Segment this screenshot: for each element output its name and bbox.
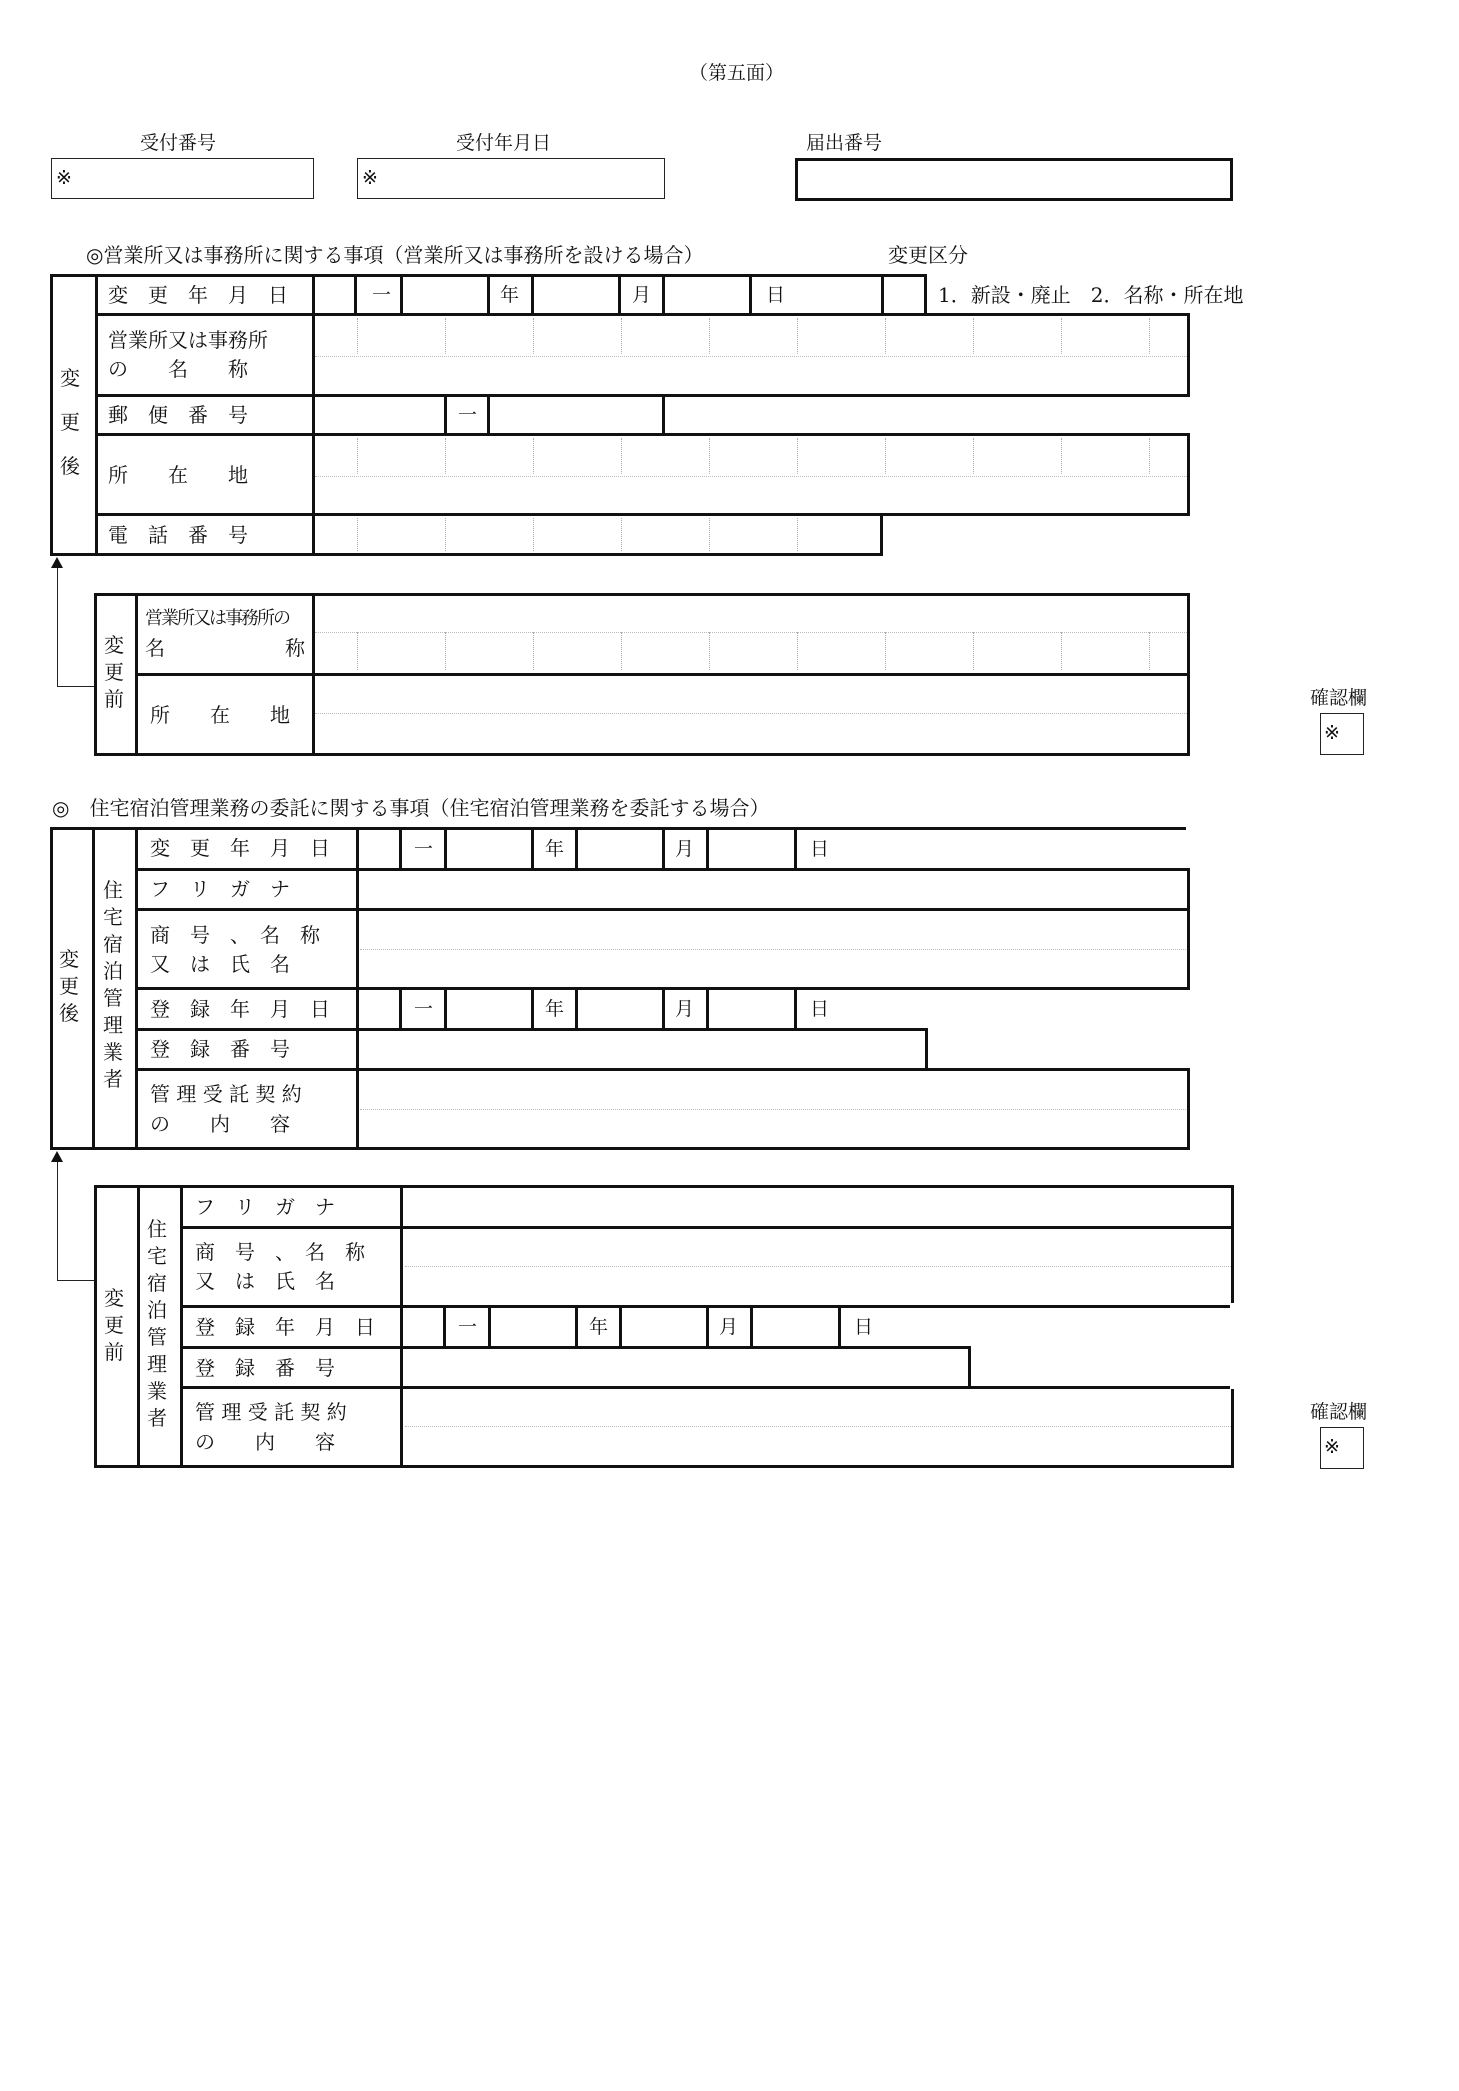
s2b-reg-number-label: 登 録 番 号 [195, 1356, 335, 1380]
receipt-date-mark: ※ [362, 167, 378, 189]
s2-reg-number-label: 登 録 番 号 [150, 1037, 290, 1061]
s2b-reg-date-label: 登 録 年 月 日 [195, 1315, 375, 1339]
s2-date-sep: 一 [414, 838, 434, 860]
s2b-furigana-input[interactable] [403, 1188, 1231, 1224]
s2b-furigana-label: フ リ ガ ナ [195, 1195, 335, 1219]
s1-confirm-label: 確認欄 [1310, 687, 1368, 709]
s2-reg-month[interactable] [575, 987, 665, 1031]
receipt-number-field[interactable] [51, 158, 314, 199]
s2b-reg-era[interactable] [400, 1305, 446, 1349]
change-type-label: 変更区分 [888, 243, 968, 267]
section2-before-label: 変更前 [104, 1286, 124, 1364]
s1-name-label-2: の 名 称 [108, 357, 248, 381]
s1b-address-label: 所 在 地 [150, 703, 290, 727]
s1-date-day[interactable] [662, 274, 752, 316]
s2-reg-year[interactable] [444, 987, 534, 1031]
receipt-date-label: 受付年月日 [456, 132, 552, 154]
s2-date-label: 変 更 年 月 日 [150, 836, 330, 860]
s2b-reg-year[interactable] [488, 1305, 578, 1349]
s2-contract-label-2: の 内 容 [150, 1112, 290, 1136]
s2b-reg-day-unit: 日 [854, 1316, 874, 1338]
s2b-reg-number-input[interactable] [400, 1346, 971, 1389]
s1-date-year[interactable] [400, 274, 490, 316]
s2-month-unit: 月 [675, 838, 695, 860]
section1-title: ◎営業所又は事務所に関する事項（営業所又は事務所を設ける場合） [86, 243, 704, 267]
s2-trade-label-2: 又 は 氏 名 [150, 952, 290, 976]
s2-furigana-label: フ リ ガ ナ [150, 877, 290, 901]
s2b-trade-label-1: 商 号 、 名 称 [195, 1240, 365, 1264]
s2-year-unit: 年 [545, 838, 565, 860]
s1-date-era[interactable] [312, 274, 357, 316]
receipt-number-label: 受付番号 [140, 132, 217, 154]
section2-after-label: 変更後 [59, 947, 79, 1025]
notification-number-field[interactable] [795, 158, 1233, 201]
s2-reg-number-input[interactable] [356, 1028, 928, 1071]
s1-confirm-mark: ※ [1324, 722, 1340, 744]
notification-number-label: 届出番号 [806, 132, 883, 154]
s2b-reg-month[interactable] [619, 1305, 709, 1349]
s1b-name-label-1: 営業所又は事務所の [145, 608, 289, 629]
s2-day-unit: 日 [810, 838, 830, 860]
section2b-manager-label: 住宅宿泊管理業者 [147, 1217, 167, 1430]
s1-change-type-box[interactable] [881, 274, 927, 316]
s1-postal-label: 郵 便 番 号 [108, 403, 248, 427]
s1-month-unit: 月 [632, 284, 652, 306]
s1-postal-sep: 一 [458, 404, 478, 426]
s2-reg-day[interactable] [706, 987, 797, 1031]
s1-name-label-1: 営業所又は事務所 [108, 328, 268, 352]
s1-phone-input[interactable] [315, 516, 880, 553]
s2-confirm-box[interactable] [1320, 1427, 1364, 1469]
s2-reg-era[interactable] [356, 987, 402, 1031]
s2-furigana-input[interactable] [356, 868, 1190, 911]
s2-reg-sep: 一 [414, 998, 434, 1020]
s2b-contract-label-1: 管 理 受 託 契 約 [195, 1400, 347, 1424]
s1b-address-input[interactable] [315, 676, 1187, 753]
section1-after-label: 変更後 [60, 366, 80, 478]
section2-title: ◎ 住宅宿泊管理業務の委託に関する事項（住宅宿泊管理業務を委託する場合） [52, 796, 770, 820]
s1-postal-first[interactable] [312, 394, 447, 436]
s1-date-month[interactable] [531, 274, 621, 316]
s2b-trade-label-2: 又 は 氏 名 [195, 1269, 335, 1293]
s2-reg-month-unit: 月 [675, 998, 695, 1020]
s1-phone-label: 電 話 番 号 [108, 523, 248, 547]
s1-year-unit: 年 [500, 284, 520, 306]
s2b-reg-sep: 一 [458, 1316, 478, 1338]
change-type-options: 1．新設・廃止 2．名称・所在地 [938, 283, 1244, 307]
s1b-name-label-2: 名 称 [145, 636, 305, 660]
section1-before-label: 変更前 [104, 633, 124, 711]
s2b-reg-year-unit: 年 [589, 1316, 609, 1338]
s2b-reg-day[interactable] [750, 1305, 841, 1349]
receipt-date-field[interactable] [357, 158, 665, 199]
s1-date-label: 変 更 年 月 日 [108, 283, 288, 307]
s2-date-era[interactable] [356, 827, 402, 871]
s2-confirm-mark: ※ [1324, 1436, 1340, 1458]
s2b-contract-label-2: の 内 容 [195, 1430, 335, 1454]
s2b-reg-month-unit: 月 [719, 1316, 739, 1338]
section2-manager-label: 住宅宿泊管理業者 [103, 878, 123, 1091]
s2-reg-date-label: 登 録 年 月 日 [150, 997, 330, 1021]
s2-date-day[interactable] [706, 827, 797, 871]
s1-date-sep: 一 [372, 284, 392, 306]
s2-date-year[interactable] [444, 827, 534, 871]
s2-reg-year-unit: 年 [545, 998, 565, 1020]
s2-confirm-label: 確認欄 [1310, 1401, 1368, 1423]
s2-trade-label-1: 商 号 、 名 称 [150, 923, 320, 947]
s1-day-unit: 日 [766, 284, 786, 306]
s1-postal-second[interactable] [487, 394, 665, 436]
s2-reg-day-unit: 日 [810, 998, 830, 1020]
s1-confirm-box[interactable] [1320, 713, 1364, 755]
s2b-contract-input[interactable] [403, 1389, 1231, 1465]
s2-date-month[interactable] [575, 827, 665, 871]
s2-contract-label-1: 管 理 受 託 契 約 [150, 1082, 302, 1106]
receipt-number-mark: ※ [56, 167, 72, 189]
s1-address-label: 所 在 地 [108, 463, 248, 487]
page-label: （第五面） [689, 62, 785, 84]
